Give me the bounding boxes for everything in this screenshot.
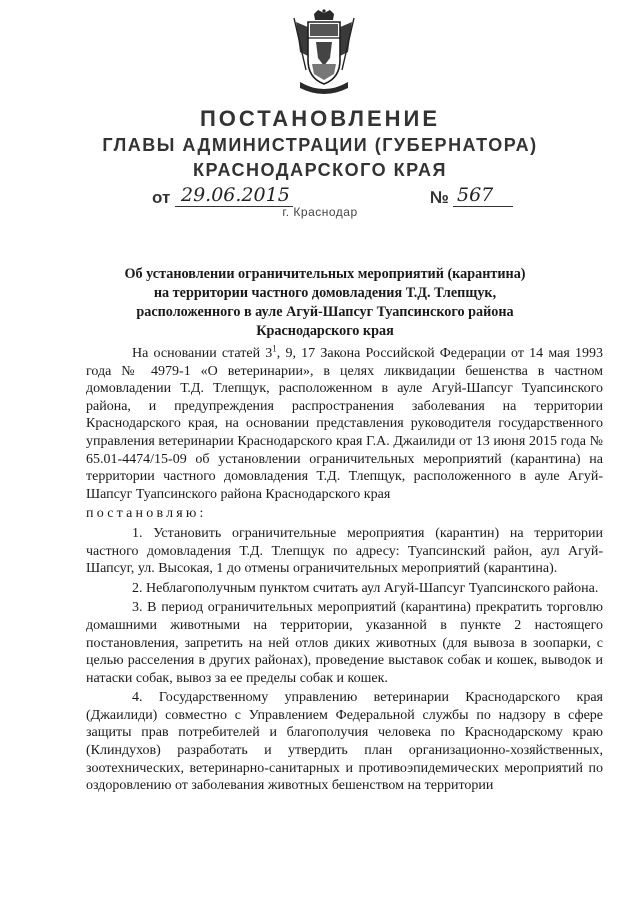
- clause-4: 4. Государственному управлению ветеринарии Краснодарского края (Джаилиди) совместно с Управлением Федеральной службы по надзору в сфере защиты прав потребителей и благополучия человека по Краснодарскому краю (Клиндухов) разработать и утвердить план организационно-хозяйственных, зоотехнических, ветеринарно-санитарных и противоэпидемических мероприятий по оздоровлению от заболевания животных бешенством на территории: [86, 690, 603, 794]
- issuer-line: ГЛАВЫ АДМИНИСТРАЦИИ (ГУБЕРНАТОРА): [102, 135, 538, 155]
- clause-2: 2. Неблагополучным пунктом считать аул Агуй-Шапсуг Туапсинского района.: [132, 580, 599, 596]
- date-prefix: от: [152, 188, 171, 207]
- preamble-paragraph: [86, 345, 603, 503]
- preamble-text-a: На основании статей 3: [132, 346, 273, 361]
- decree-word: постановляю:: [86, 506, 207, 522]
- document-number: 567: [453, 184, 513, 207]
- document-body: [86, 345, 603, 795]
- document-title: ПОСТАНОВЛЕНИЕ: [199, 106, 441, 131]
- clause-3: 3. В период ограничительных мероприятий (карантина) прекратить торговлю домашними животными на территории, указанной в пункте 2 настоящего постановления, запретить на ней отлов диких животных (для вывоза в зоопарки, с целью расселения в других районах), проведение выставок собак и кошек, выводок и натаски собак, вывоз за ее пределы собак и кошек.: [86, 600, 603, 686]
- city-label: г. Краснодар: [282, 205, 358, 219]
- number-prefix: №: [430, 188, 449, 207]
- clause-1: 1. Установить ограничительные мероприятия (карантин) на территории частного домовладения Т.Д. Тлепщук по адресу: Туапсинский район, аул Агуй-Шапсуг, ул. Высокая, 1 до отмены ограничительных мероприятий (карантина).: [86, 525, 603, 577]
- document-subject: Об установлении ограничительных мероприятий (карантина) на территории частного домовладения Т.Д. Тлепщук, расположенного в ауле Агуй-Шапсуг Туапсинского района Краснодарского края: [124, 266, 526, 339]
- document-date: 29.06.2015: [175, 184, 293, 207]
- krasnodar-coat-of-arms-icon: [290, 8, 358, 98]
- preamble-superscript: 1: [272, 343, 277, 354]
- preamble-text-b: , 9, 17 Закона Российской Федерации от 14 мая 1993 года № 4979-1 «О ветеринарии», в целях ликвидации бешенства в частном домовладении Т.Д. Тлепщук, расположенном в ауле Агуй-Шапсуг Туапсинского района, и предупреждения распространения заболевания на территории Краснодарского края, на основании представления руководителя государственного управления ветеринарии Краснодарского края Г.А. Джаилиди от 13 июня 2015 года № 65.01-4474/15-09 об установлении ограничительных мероприятий (карантина) на территории частного домовладения Т.Д. Тлепщук, расположенного в ауле Агуй-Шапсуг Туапсинского района Краснодарского края: [86, 346, 603, 502]
- region-line: КРАСНОДАРСКОГО КРАЯ: [193, 160, 447, 180]
